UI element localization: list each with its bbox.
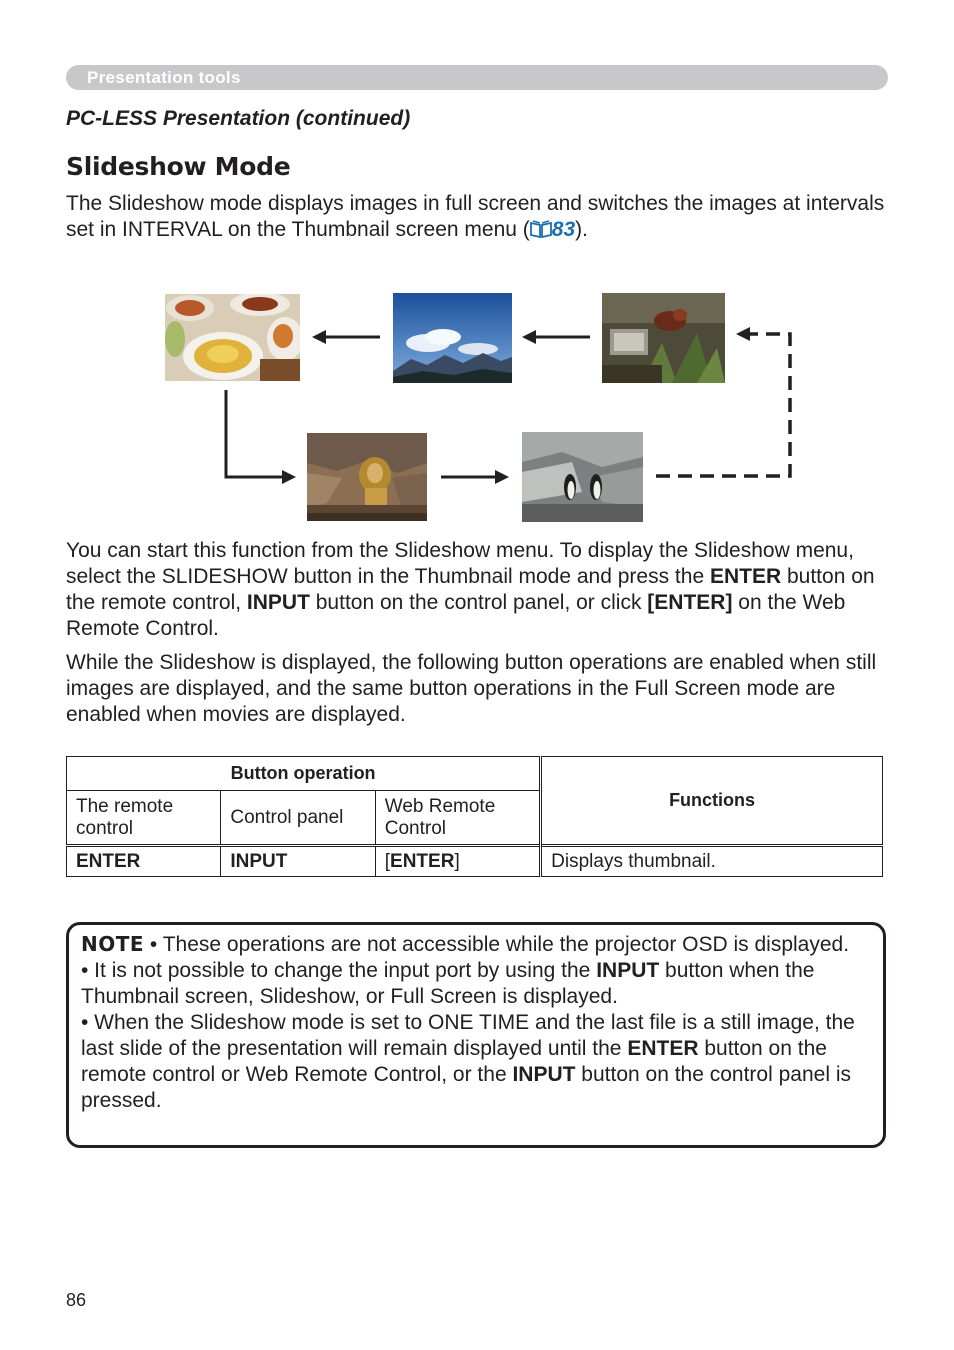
button-operation-table (66, 756, 883, 877)
section-header-label: Presentation tools (87, 68, 241, 87)
remote-control-column: The remote control (67, 791, 221, 846)
input-key-label: INPUT (246, 591, 310, 614)
start-paragraph: You can start this function from the Slideshow menu. To display the Slideshow menu, select the SLIDESHOW button in the Thumbnail mode and press the ENTER button on the remote control, INPUT button on the control panel, or click [ENTER] on the Web Remote Control. (66, 539, 875, 640)
note-bullet-2: • It is not possible to change the input port by using the INPUT button when the Thumbnail screen, Slideshow, or Full Screen is displayed. (81, 959, 815, 1008)
intro-paragraph: The Slideshow mode displays images in full screen and switches the images at intervals set in INTERVAL on the Thumbnail screen menu ( 83). (66, 192, 885, 241)
arrow-down-right-icon (226, 390, 296, 484)
note-label: NOTE (81, 932, 145, 956)
control-panel-column: Control panel (221, 791, 375, 846)
enter-key-label: ENTER (709, 565, 782, 588)
slideshow-flow-diagram (0, 0, 954, 560)
section-title: Slideshow Mode (66, 152, 291, 181)
functions-header: Functions (541, 757, 883, 846)
arrow-right-icon (441, 470, 509, 484)
note-bullet-1: NOTE • These operations are not accessible while the projector OSD is displayed. (81, 932, 850, 956)
page-number: 86 (66, 1290, 87, 1310)
arrow-left-icon (312, 330, 380, 344)
table-row: ENTER INPUT [ENTER] Displays thumbnail. (67, 846, 883, 877)
note-box (66, 922, 886, 1148)
page-subtitle: PC-LESS Presentation (continued) (66, 107, 411, 130)
dashed-loop-arrow-icon (656, 327, 790, 476)
operations-paragraph: While the Slideshow is displayed, the following button operations are enabled when still images are displayed, and the same button operations in the Full Screen mode are enabled when movies are displayed. (66, 651, 877, 726)
function-cell: Displays thumbnail. (541, 846, 883, 877)
web-enter-label: [ENTER] (647, 591, 733, 614)
note-bullet-3: • When the Slideshow mode is set to ONE TIME and the last file is a still image, the last slide of the presentation will remain displayed until the ENTER button on the remote control or Web Remote Control, or the INPUT button on the control panel is pressed. (81, 1011, 855, 1112)
web-remote-column: Web Remote Control (375, 791, 540, 846)
arrow-left-icon (522, 330, 590, 344)
reference-page: 83 (551, 218, 576, 241)
button-operation-header: Button operation (67, 757, 541, 791)
